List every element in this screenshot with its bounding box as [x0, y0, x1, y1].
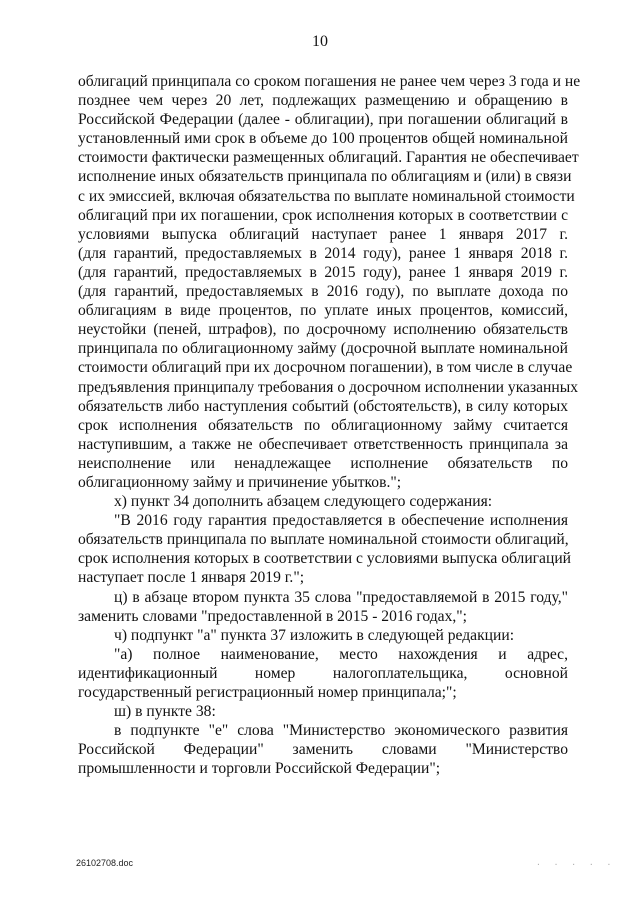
text-line: обязательств принципала по выплате номинальной стоимости облигаций,: [78, 531, 569, 549]
text-line: в подпункте "е" слова "Министерство экономического развития: [114, 722, 568, 740]
text-line: стоимости фактически размещенных облигаций. Гарантия не обеспечивает: [78, 149, 579, 167]
text-line: облигационному займу и причинение убытков.";: [78, 473, 402, 491]
text-line: ц) в абзаце втором пункта 35 слова "предоставляемой в 2015 году,": [114, 588, 568, 606]
footer-document-id: 26102708.doc: [76, 858, 134, 868]
text-line: исполнение иных обязательств принципала по облигациям и (или) в связи: [78, 168, 572, 186]
text-line: принципала по облигационному займу (досрочной выплате номинальной: [78, 340, 568, 358]
text-line: идентификационный номер налогоплательщика, основной: [78, 664, 568, 682]
text-line: государственный регистрационный номер принципала;";: [78, 684, 457, 701]
text-line: (для гарантий, предоставляемых в 2014 году), ранее 1 января 2018 г.: [78, 244, 568, 262]
text-line: х) пункт 34 дополнить абзацем следующего содержания:: [114, 493, 493, 511]
text-line: стоимости облигаций при их досрочном погашении), в том числе в случае: [78, 359, 573, 377]
page-number: 10: [312, 33, 328, 50]
text-line: ш) в пункте 38:: [114, 703, 216, 721]
text-line: предъявления принципалу требования о досрочном исполнении указанных: [78, 378, 579, 396]
text-line: срок исполнения которых в соответствии с условиями выпуска облигаций: [78, 550, 572, 568]
text-line: наступившим, а также не обеспечивает ответственность принципала за: [78, 435, 568, 453]
text-line: заменить словами "предоставленной в 2015 - 2016 годах,";: [78, 607, 467, 625]
text-line: промышленности и торговли Российской Федерации";: [78, 760, 441, 778]
text-line: неисполнение или ненадлежащее исполнение обязательств по: [78, 454, 568, 472]
text-line: Российской Федерации" заменить словами "Министерство: [78, 741, 568, 759]
text-line: срок исполнения обязательств по облигационному займу считается: [78, 416, 568, 434]
text-line: наступает после 1 января 2019 г.";: [78, 569, 305, 587]
text-line: "В 2016 году гарантия предоставляется в обеспечение исполнения: [114, 512, 568, 530]
text-line: "а) полное наименование, место нахождения и адрес,: [114, 645, 568, 663]
text-line: (для гарантий, предоставляемых в 2015 году), ранее 1 января 2019 г.: [78, 263, 568, 281]
text-line: позднее чем через 20 лет, подлежащих размещению и обращению в: [78, 92, 568, 110]
text-line: облигациям в виде процентов, по уплате иных процентов, комиссий,: [78, 302, 568, 320]
text-line: облигаций принципала со сроком погашения не ранее чем через 3 года и не: [78, 73, 581, 90]
text-line: ч) подпункт "а" пункта 37 изложить в следующей редакции:: [114, 626, 515, 644]
text-line: с их эмиссией, включая обязательства по выплате номинальной стоимости: [78, 187, 575, 205]
text-line: обязательств либо наступления событий (обстоятельств), в силу которых: [78, 397, 568, 415]
body-text: [78, 72, 581, 778]
text-line: (для гарантий, предоставляемых в 2016 году), по выплате дохода по: [78, 283, 568, 301]
text-line: облигаций при их погашении, срок исполнения которых в соответствии с: [78, 206, 568, 224]
text-line: условиями выпуска облигаций наступает ранее 1 января 2017 г.: [78, 225, 568, 243]
scan-artifact-marks: . . . . .: [536, 858, 616, 867]
text-line: установленный ими срок в объеме до 100 процентов общей номинальной: [78, 130, 568, 148]
text-line: неустойки (пеней, штрафов), по досрочному исполнению обязательств: [78, 321, 568, 339]
text-line: Российской Федерации (далее - облигации), при погашении облигаций в: [78, 111, 568, 129]
